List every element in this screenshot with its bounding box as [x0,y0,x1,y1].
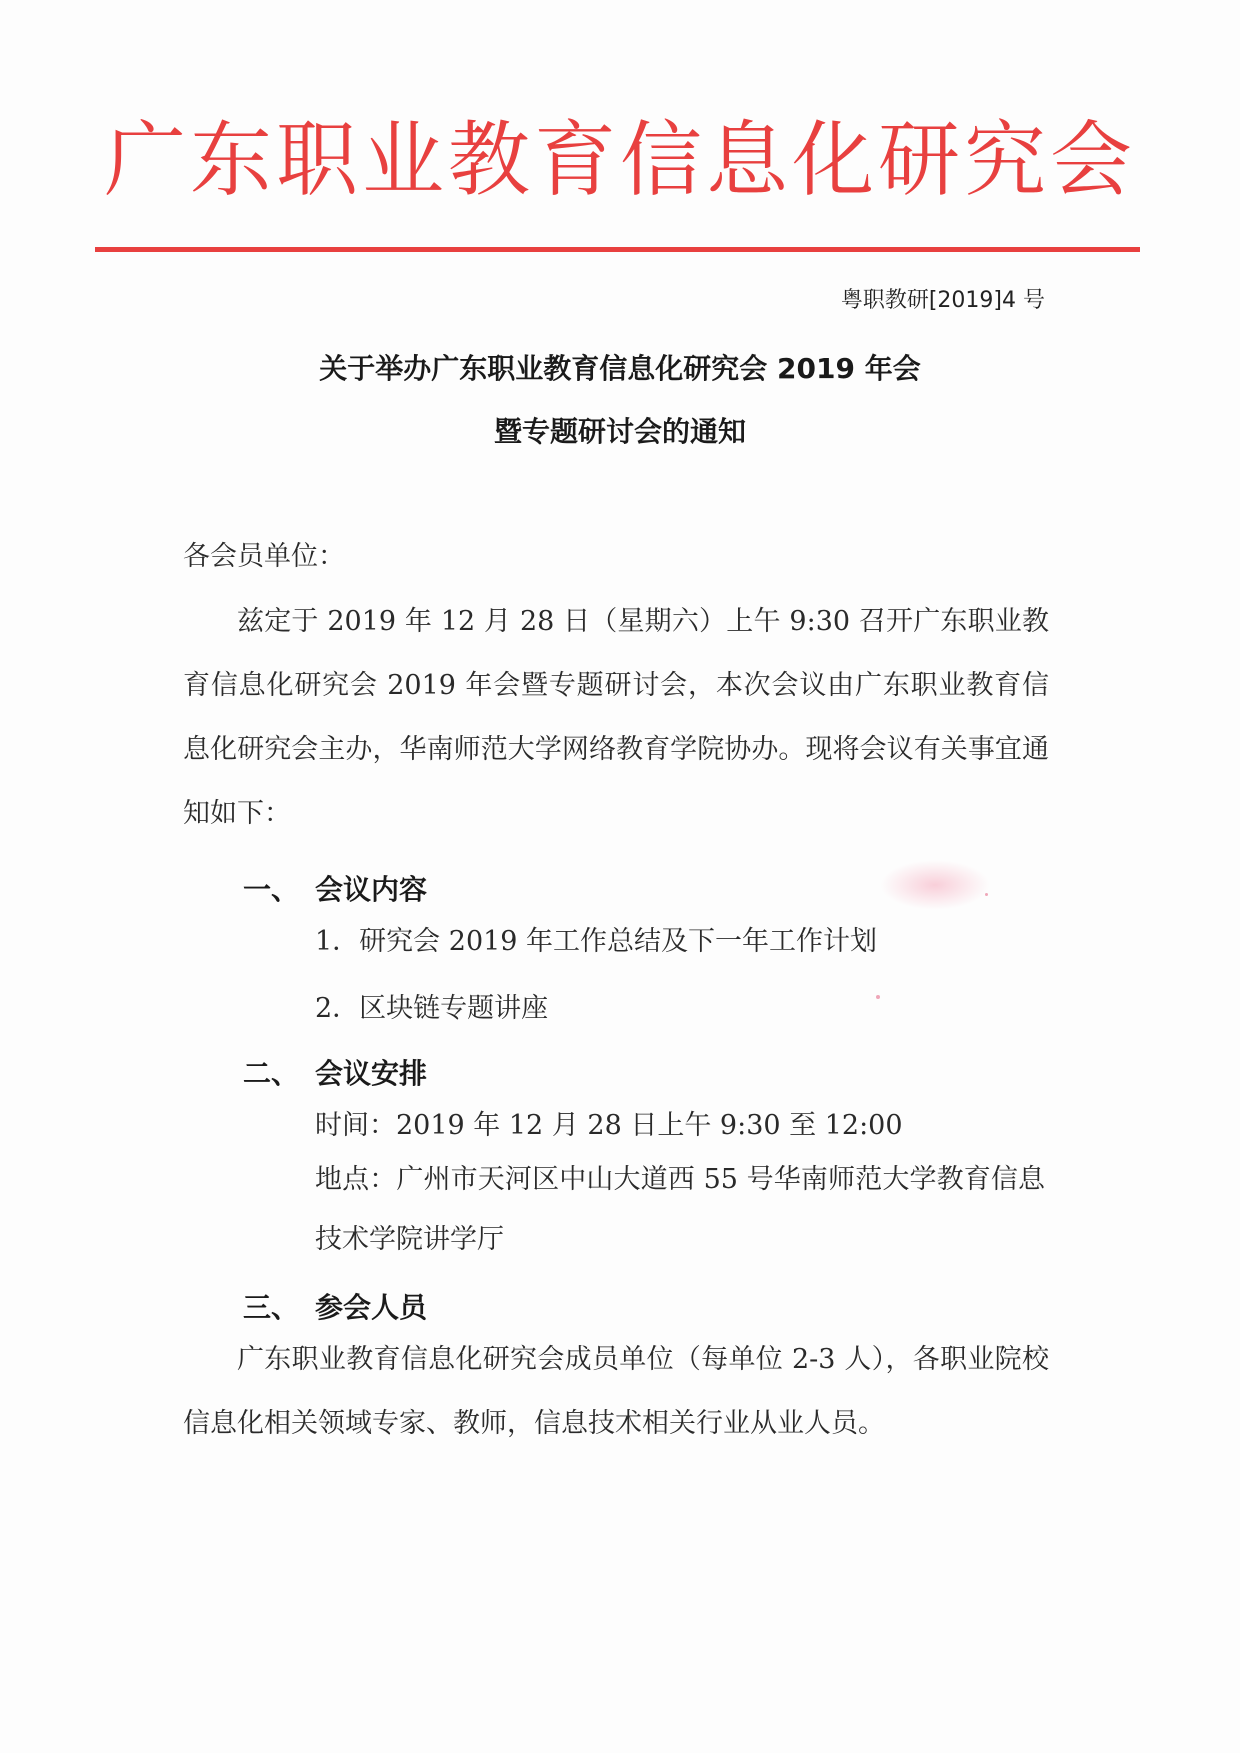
section-number: 三、 [243,1291,300,1324]
masthead-red-rule [95,247,1140,252]
organization-masthead: 广东职业教育信息化研究会 [103,113,1136,208]
intro-paragraph: 兹定于 2019 年 12 月 28 日（星期六）上午 9:30 召开广东职业教育信息化研究会 2019 年会暨专题研讨会，本次会议由广东职业教育信息化研究会主办，华南师范大学网络教育学院协办。现将会议有关事宜通知如下： [183,606,1049,829]
notice-title-line-2: 暨专题研讨会的通知 [493,415,746,448]
meeting-time: 时间：2019 年 12 月 28 日上午 9:30 至 12:00 [315,1110,903,1141]
meeting-place: 地点：广州市天河区中山大道西 55 号华南师范大学教育信息技术学院讲学厅 [315,1164,1045,1255]
attendees-paragraph: 广东职业教育信息化研究会成员单位（每单位 2-3 人），各职业院校信息化相关领域专家、教师，信息技术相关行业从业人员。 [183,1344,1049,1439]
notice-title-line-1: 关于举办广东职业教育信息化研究会 2019 年会 [319,352,921,385]
section-number: 二、 [243,1057,300,1090]
section-heading-arrangement [243,1052,427,1092]
seal-ink-smudge [880,860,990,910]
section-heading-attendees [243,1286,427,1326]
salutation: 各会员单位： [183,541,345,572]
document-number: 粤职教研[2019]4 号 [840,288,1045,313]
list-item: 1．研究会 2019 年工作总结及下一年工作计划 [315,926,878,957]
section-title: 会议内容 [315,873,428,906]
section-title: 会议安排 [315,1057,428,1090]
ink-speck [876,995,880,999]
list-item: 2．区块链专题讲座 [315,993,549,1024]
section-heading-content [243,868,427,908]
section-number: 一、 [243,873,300,906]
ink-speck [985,893,988,896]
section-title: 参会人员 [315,1291,428,1324]
